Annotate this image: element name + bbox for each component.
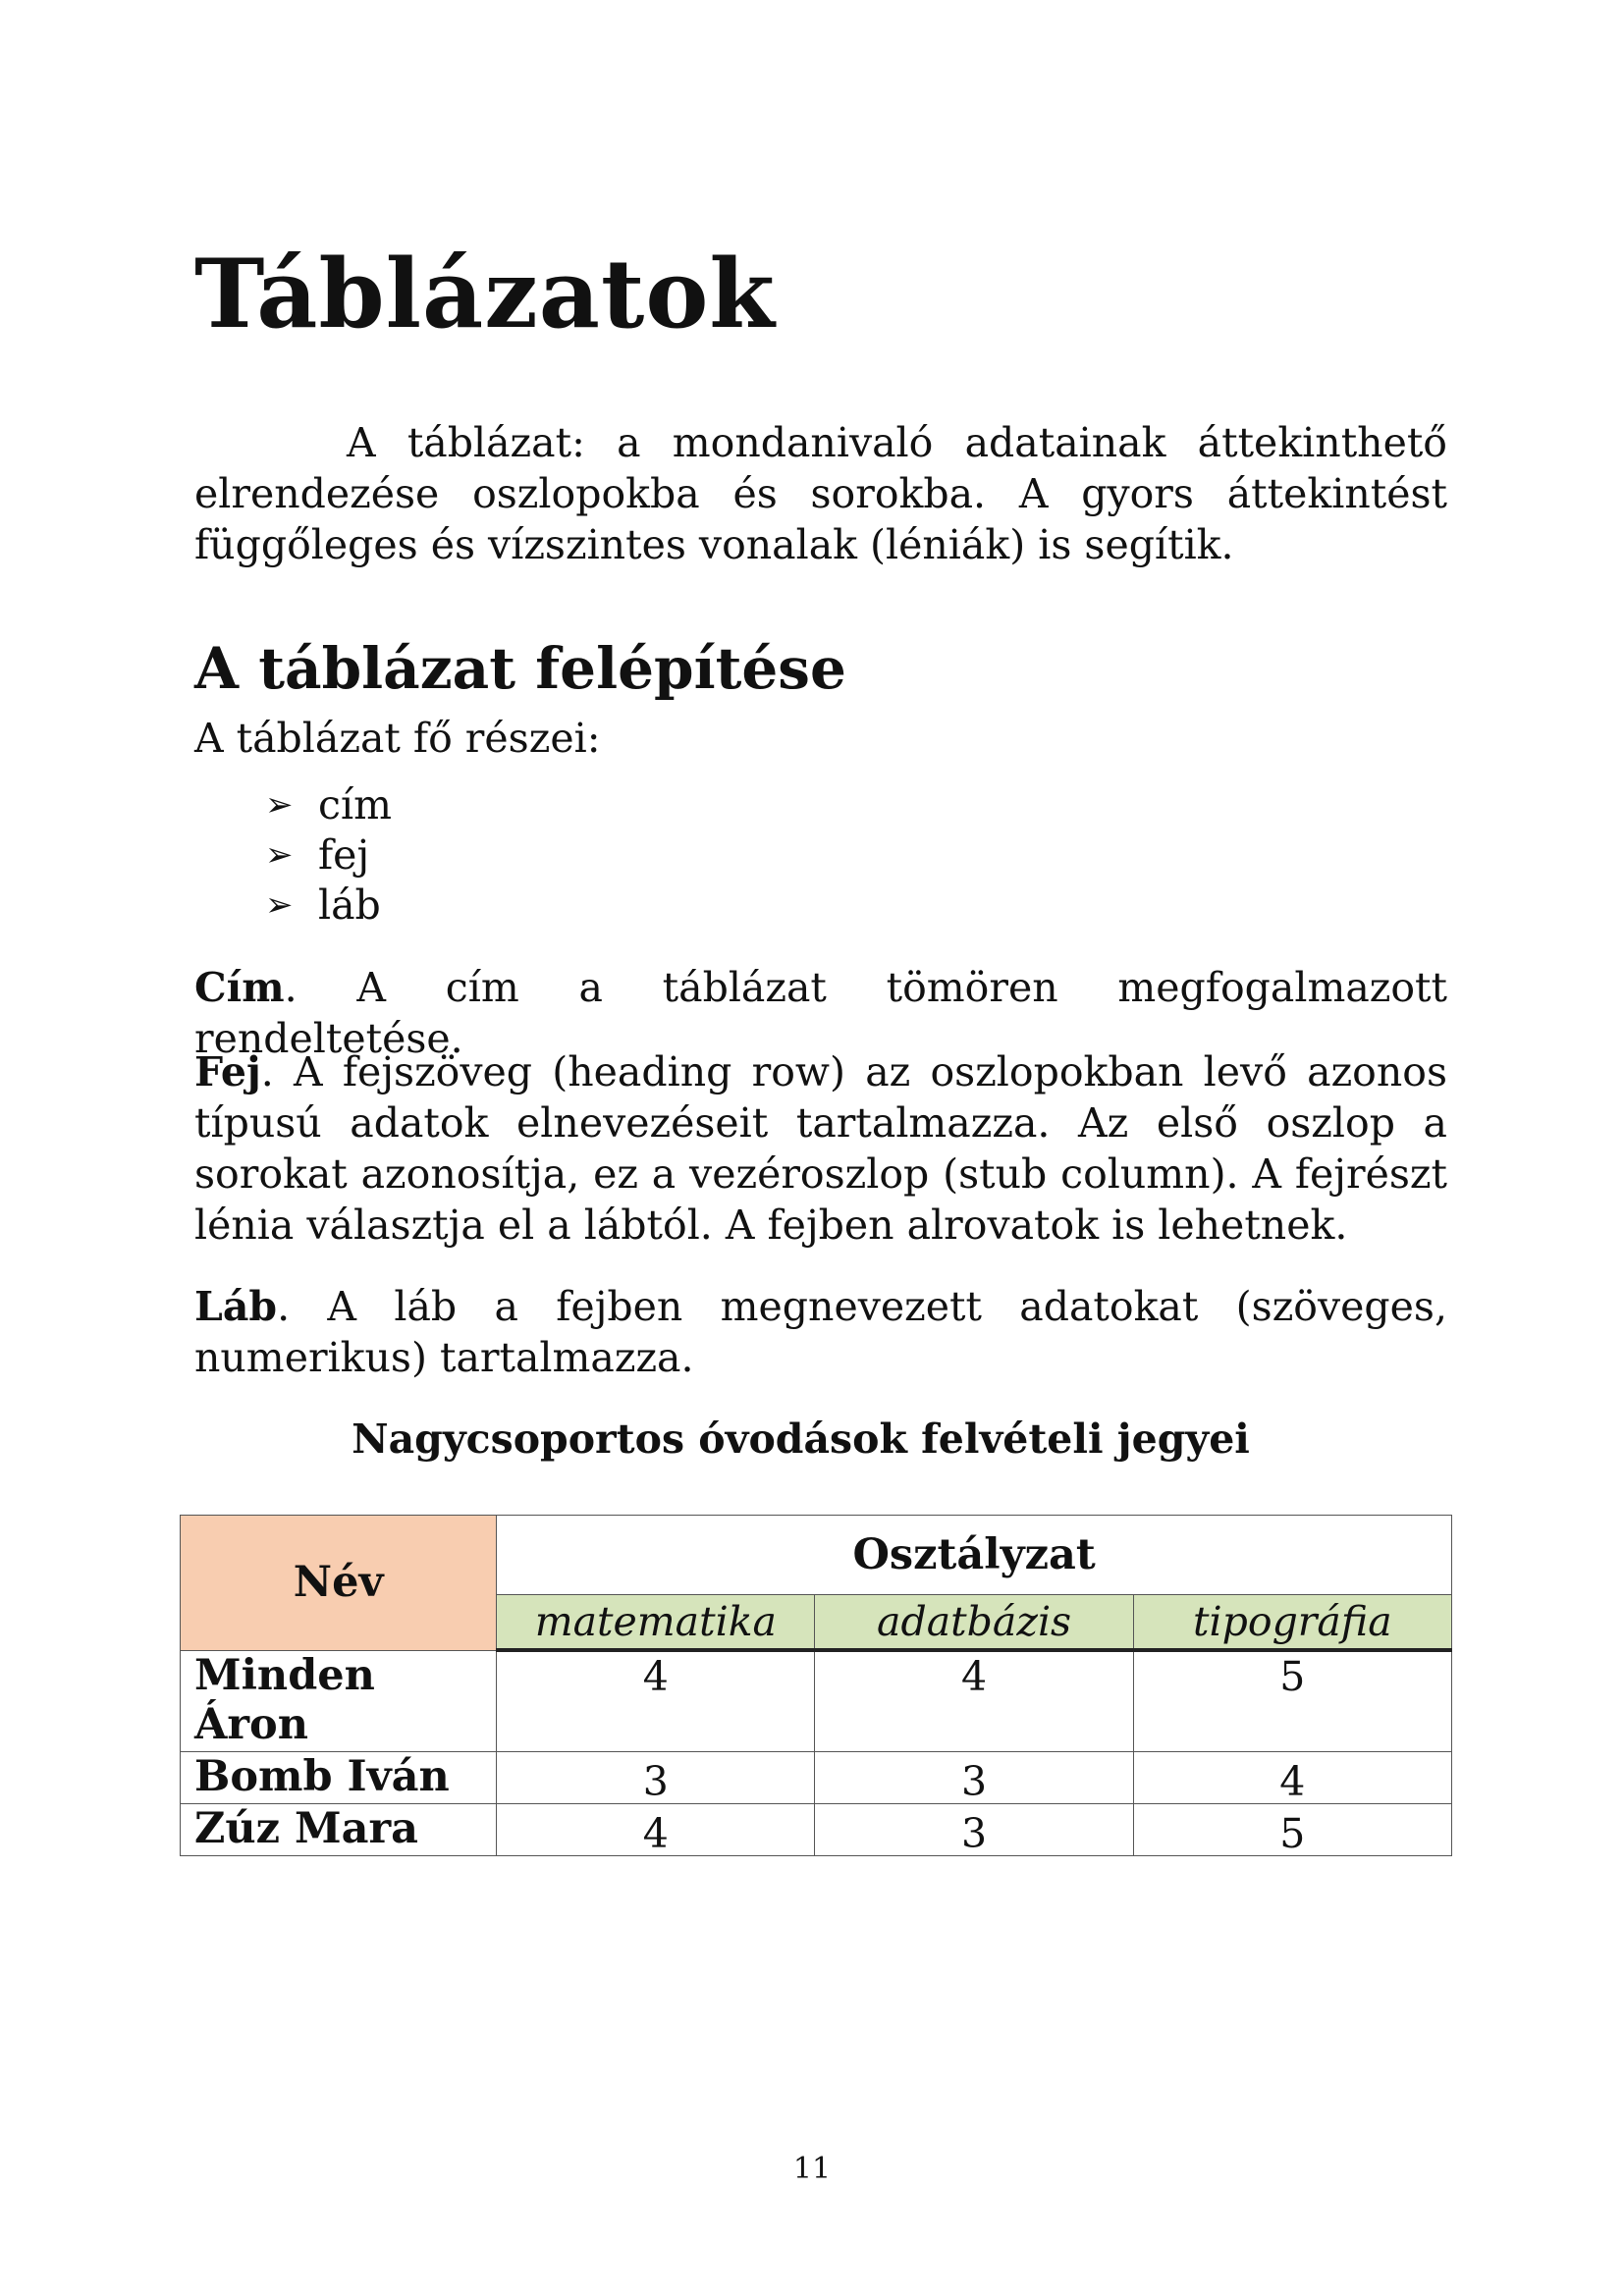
cim-text: . A cím a táblázat tömören megfogalmazott rendeltetése. xyxy=(194,964,1447,1062)
subject-header: matematika xyxy=(497,1595,815,1651)
table-row xyxy=(181,1804,1452,1856)
grade-cell: 5 xyxy=(1133,1650,1451,1752)
arrow-bullet-icon: ➢ xyxy=(265,835,294,875)
name-column-header: Név xyxy=(181,1516,497,1651)
subject-header: adatbázis xyxy=(815,1595,1133,1651)
grade-cell: 3 xyxy=(497,1752,815,1804)
grades-table xyxy=(180,1515,1452,1856)
list-item-label: láb xyxy=(318,881,381,929)
student-name-cell: Bomb Iván xyxy=(181,1752,497,1804)
student-name-cell: Zúz Mara xyxy=(181,1804,497,1856)
subject-header: tipográfia xyxy=(1133,1595,1451,1651)
fej-paragraph xyxy=(194,1046,1447,1251)
list-item-label: cím xyxy=(318,781,392,828)
lab-term: Láb xyxy=(194,1283,278,1330)
group-column-header: Osztályzat xyxy=(497,1516,1452,1595)
list-item-label: fej xyxy=(318,831,370,879)
arrow-bullet-icon: ➢ xyxy=(265,885,294,925)
list-item xyxy=(265,881,392,931)
table-caption: Nagycsoportos óvodások felvételi jegyei xyxy=(352,1415,1250,1463)
table-row xyxy=(181,1752,1452,1804)
section-title: A táblázat felépítése xyxy=(194,635,846,702)
fej-term: Fej xyxy=(194,1048,261,1095)
parts-list xyxy=(265,780,392,931)
cim-term: Cím xyxy=(194,964,285,1011)
list-item xyxy=(265,780,392,830)
grade-cell: 4 xyxy=(497,1804,815,1856)
grade-cell: 4 xyxy=(815,1650,1133,1752)
grade-cell: 4 xyxy=(1133,1752,1451,1804)
grade-cell: 4 xyxy=(497,1650,815,1752)
parts-lead: A táblázat fő részei: xyxy=(194,715,601,762)
list-item xyxy=(265,830,392,881)
table-row xyxy=(181,1650,1452,1752)
grade-cell: 5 xyxy=(1133,1804,1451,1856)
page-number: 11 xyxy=(792,2152,832,2186)
fej-text: . A fejszöveg (heading row) az oszlopokban levő azonos típusú adatok elnevezéseit tartalmazza. Az első oszlop a sorokat azonosítja, ez a vezéroszlop (stub column). A fejrészt lénia választja el a lábtól. A fejben alrovatok is lehetnek. xyxy=(194,1048,1447,1249)
student-name-cell: Minden Áron xyxy=(181,1650,497,1752)
page-title: Táblázatok xyxy=(194,239,776,349)
lab-text: . A láb a fejben megnevezett adatokat (szöveges, numerikus) tartalmazza. xyxy=(194,1283,1447,1381)
lab-paragraph xyxy=(194,1281,1447,1383)
grade-cell: 3 xyxy=(815,1804,1133,1856)
grade-cell: 3 xyxy=(815,1752,1133,1804)
arrow-bullet-icon: ➢ xyxy=(265,785,294,825)
intro-paragraph: A táblázat: a mondanivaló adatainak áttekinthető elrendezése oszlopokba és sorokba. A gyors áttekintést függőleges és vízszintes vonalak (léniák) is segítik. xyxy=(194,419,1447,568)
